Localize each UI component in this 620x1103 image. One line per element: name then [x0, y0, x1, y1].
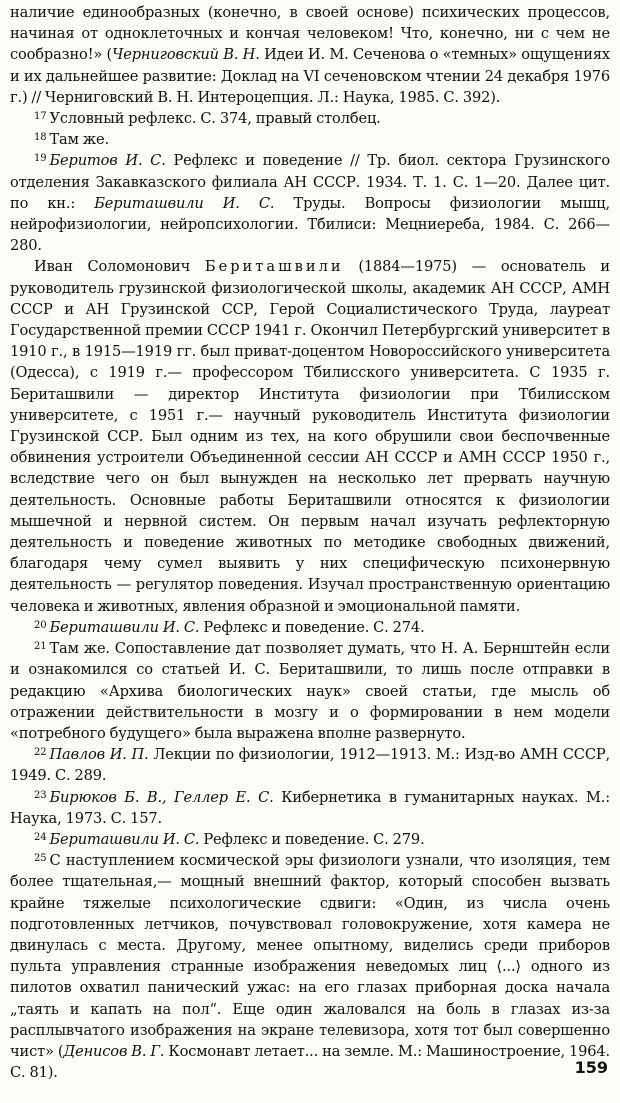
footnote-number: 21: [34, 641, 47, 653]
footnote-continuation: [10, 2, 610, 108]
footnote-18: [10, 129, 610, 150]
footnote-text: Труды. Вопросы физиологии мышц, нейрофизиологии, нейропсихологии. Тбилиси: Мецниереба, 1984. С. 266—280.: [10, 194, 610, 255]
footnote-number: 22: [34, 747, 47, 759]
footnote-23: [10, 787, 610, 829]
footnote-text: Условный рефлекс. С. 374, правый столбец.: [49, 110, 381, 128]
author-name: Бериташвили И. С.: [94, 194, 275, 212]
footnote-text: Идеи И. М. Сеченова о «темных» ощущениях и их дальнейшее развитие: Доклад на VI сеченовском чтении 24 декабря 1976 г.) // Черниговский В. Н. Интероцепция. Л.: Наука, 1985. С. 392).: [10, 46, 610, 106]
footnote-text: Иван Соломонович: [34, 258, 205, 276]
footnote-25: [10, 850, 610, 1083]
footnote-number: 23: [34, 789, 47, 801]
author-name: Денисов В. Г.: [63, 1042, 165, 1060]
footnote-17: [10, 108, 610, 129]
author-name: Павлов И. П.: [49, 746, 149, 764]
author-name: Бирюков Б. В., Геллер Е. С.: [49, 788, 274, 806]
footnote-19: [10, 150, 610, 256]
footnote-20: [10, 617, 610, 638]
footnote-number: 17: [34, 111, 47, 123]
footnote-text: Там же. Сопоставление дат позволяет думать, что Н. А. Бернштейн если и ознакомился со статьей И. С. Бериташвили, то лишь после отправки в редакцию «Архива биологических наук» своей статьи, где мысль об отражении действительности в мозгу и о формировании в нем модели «потребного будущего» была выражена вполне развернуто.: [10, 640, 610, 742]
footnote-text: наличие единообразных (конечно, в своей основе) психических процессов, начиная от одноклеточных и кончая человеком! Что, конечно, ни с чем не сообразно!» (: [10, 4, 610, 64]
footnote-text: Рефлекс и поведение. С. 279.: [199, 830, 425, 848]
biography-paragraph: [10, 256, 610, 616]
author-name: Бериташвили И. С.: [49, 830, 200, 848]
footnote-text: Лекции по физиологии, 1912—1913. М.: Изд-во АМН СССР, 1949. С. 289.: [10, 746, 611, 785]
author-name: Черниговский В. Н.: [112, 46, 260, 64]
footnote-text: С наступлением космической эры физиологи узнали, что изоляция, тем более тщательная,— мощный внешний фактор, который способен вызвать крайне тяжелые психологические сдвиги: «Один, из числа очень подготовленных летчиков, почувствовал головокружение, хотя камера не двинулась с места. Другому, менее опытному, виделись среди приборов пульта управления странные изображения неведомых лиц ⟨...⟩ одного из пилотов охватил панический ужас: на его глазах приборная доска начала „таять и капать на пол“. Еще один жаловался на боль в глазах из-за расплывчатого изображения на экране телевизора, хотя тот был совершенно чист» (: [10, 852, 610, 1060]
footnote-number: 19: [34, 153, 47, 165]
footnote-text: Там же.: [49, 131, 110, 149]
footnote-number: 25: [34, 853, 47, 865]
author-name: Бериташвили И. С.: [49, 618, 200, 636]
footnote-text: Рефлекс и поведение // Тр. биол. сектора Грузинского отделения Закавказского филиала АН СССР. 1934. Т. 1. С. 1—20. Далее цит. по кн.:: [10, 152, 610, 212]
footnotes-body: [10, 2, 610, 1083]
footnote-text: (1884—1975) — основатель и руководитель грузинской физиологической школы, академик АН СССР, АМН СССР и АН Грузинской ССР, Герой Социалистического Труда, лауреат Государственной премии СССР 1941 г. Окончил Петербургский университет в 1910 г., в 1915—1919 гг. был приват-доцентом Новороссийского университета (Одесса), с 1919 г.— профессором Тбилисского университета. С 1935 г. Бериташвили — директор Института физиологии при Тбилисском университете, с 1951 г.— научный руководитель Института физиологии Грузинской ССР. Был одним из тех, на кого обрушили свои беспочвенные обвинения устроители Объединенной сессии АН СССР и АМН СССР 1950 г., вследствие чего он был вынужден на несколько лет прервать научную деятельность. Основные работы Бериташвили относятся к физиологии мышечной и нервной систем. Он первым начал изучать рефлекторную деятельность и поведение животных по методике свободных движений, благодаря чему сумел выявить у них специфическую психонервную деятельность — регулятор поведения. Изучал пространственную ориентацию человека и животных, явления образной и эмоциональной памяти.: [10, 258, 610, 615]
footnote-number: 20: [34, 619, 47, 631]
footnote-24: [10, 829, 610, 850]
footnote-22: [10, 744, 610, 786]
footnote-text: Рефлекс и поведение. С. 274.: [199, 618, 425, 636]
page-number: 159: [574, 1058, 608, 1077]
footnote-text: Космонавт летает... на земле. М.: Машиностроение, 1964. С. 81).: [10, 1042, 610, 1082]
footnote-text: Кибернетика в гуманитарных науках. М.: Наука, 1973. С. 157.: [10, 788, 610, 827]
spaced-surname: Бериташвили: [204, 258, 344, 276]
author-name: Беритов И. С.: [49, 152, 166, 170]
footnote-number: 24: [34, 831, 47, 843]
footnote-number: 18: [34, 132, 47, 144]
footnote-21: [10, 638, 610, 744]
